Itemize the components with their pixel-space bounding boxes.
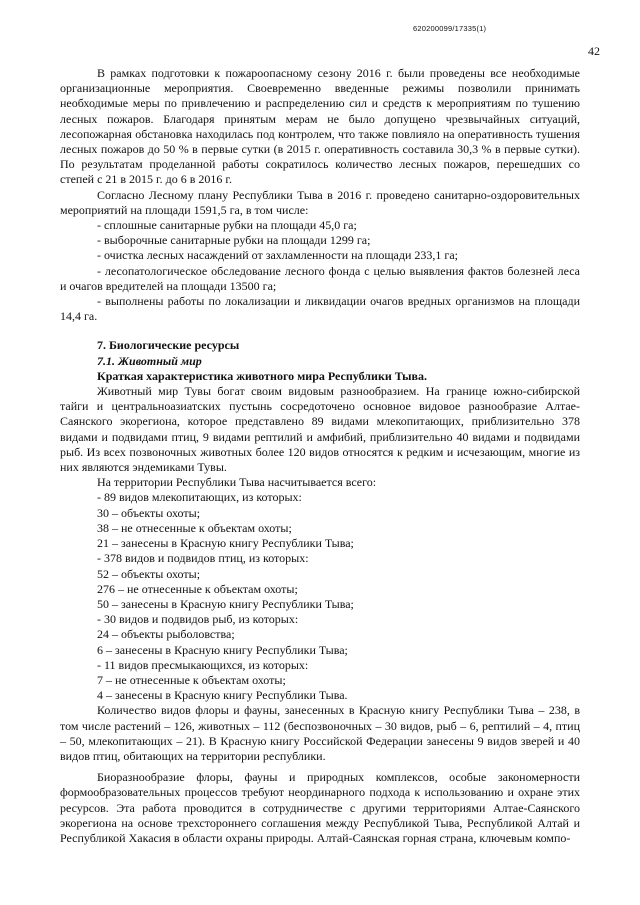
list-item: - сплошные санитарные рубки на площади 45,0 га; [97, 218, 357, 233]
paragraph-forest-plan: Согласно Лесному плану Республики Тыва в 2016 г. проведено санитарно-оздоровительных мероприятий на площади 1591,5 га, в том числе: [60, 187, 580, 217]
subsection-heading: 7.1. Животный мир [97, 353, 202, 368]
paragraph-biodiversity: Биоразнообразие флоры, фауны и природных комплексов, особые закономерности формообразовательных процессов требуют неординарного подхода к использованию и охране этих ресурсов. Эта работа проводится в сотрудничестве с другими территориями Алтае-Саянского экорегиона на основе трехстороннего соглашения между Республикой Тыва, Республикой Алтай и Республикой Хакасия в области охраны природы. Алтай-Саянская горная страна, ключевым компо- [60, 770, 580, 845]
page-body [60, 66, 580, 846]
list-item: - очистка лесных насаждений от захламленности на площади 233,1 га; [97, 248, 458, 263]
list-item: - 30 видов и подвидов рыб, из которых: [97, 612, 299, 627]
paragraph-fire-season: В рамках подготовки к пожароопасному сезону 2016 г. были проведены все необходимые организационные мероприятия. Своевременно введенные режимы позволили принимать необходимые меры по привлечению и распределению сил и средств к мероприятиям по тушению лесных пожаров. Благодаря принятым мерам не было допущено чрезвычайных ситуаций, лесопожарная обстановка находилась под контролем, что также повлияло на оперативность тушения лесных пожаров до 50 % в первые сутки (в 2015 г. оперативность составила 30,3 % в первые сутки). По результатам проделанной работы сократилось количество лесных пожаров, перешедших со степей с 21 в 2015 г. до 6 в 2016 г. [60, 66, 580, 187]
document-id: 620200099/17335(1) [413, 24, 487, 33]
list-item: 21 – занесены в Красную книгу Республики Тыва; [97, 536, 354, 551]
paragraph-fauna-count-intro: На территории Республики Тыва насчитывается всего: [97, 475, 377, 490]
list-item: 7 – не отнесенные к объектам охоты; [97, 672, 286, 687]
list-item: 38 – не отнесенные к объектам охоты; [97, 520, 292, 535]
list-item: 52 – объекты охоты; [97, 566, 201, 581]
list-item: - лесопатологическое обследование лесного фонда с целью выявления фактов болезней леса и очагов вредителей на площади 13500 га; [60, 263, 580, 293]
list-item: - выполнены работы по локализации и ликвидации очагов вредных организмов на площади 14,4 га. [60, 294, 580, 324]
list-item: 4 – занесены в Красную книгу Республики Тыва. [97, 688, 348, 703]
list-item: 24 – объекты рыболовства; [97, 627, 235, 642]
list-item: 50 – занесены в Красную книгу Республики Тыва; [97, 596, 354, 611]
paragraph-red-book: Количество видов флоры и фауны, занесенных в Красную книгу Республики Тыва – 238, в том числе растений – 126, животных – 112 (беспозвоночных – 30 видов, рыб – 6, рептилий – 4, птиц – 50, млекопитающих – 21). В Красную книгу Российской Федерации занесены 9 видов зверей и 40 видов птиц, обитающих на территории республики. [60, 703, 580, 763]
spacer [60, 324, 580, 338]
list-item: - 11 видов пресмыкающихся, из которых: [97, 657, 309, 672]
list-item: - выборочные санитарные рубки на площади 1299 га; [97, 233, 371, 248]
paragraph-fauna-overview: Животный мир Тувы богат своим видовым разнообразием. На границе южно-сибирской тайги и центральноазиатских пустынь сосредоточено основное видовое разнообразие Алтае-Саянского экорегиона, которое представлено 89 видами млекопитающих, приблизительно 378 видами и подвидами птиц, 9 видами рептилий и амфибий, приблизительно 40 видами и подвидами рыб. Из всех позвоночных животных более 120 видов относятся к редким и исчезающим, многие из них являются эндемиками Тувы. [60, 384, 580, 475]
page-number: 42 [588, 44, 600, 58]
list-item: 276 – не отнесенные к объектам охоты; [97, 581, 298, 596]
list-item: 30 – объекты охоты; [97, 505, 201, 520]
section-heading: 7. Биологические ресурсы [97, 338, 240, 353]
list-item: - 89 видов млекопитающих, из которых: [97, 490, 302, 505]
list-item: 6 – занесены в Красную книгу Республики Тыва; [97, 642, 348, 657]
list-item: - 378 видов и подвидов птиц, из которых: [97, 551, 309, 566]
subsection-title: Краткая характеристика животного мира Республики Тыва. [97, 368, 428, 383]
